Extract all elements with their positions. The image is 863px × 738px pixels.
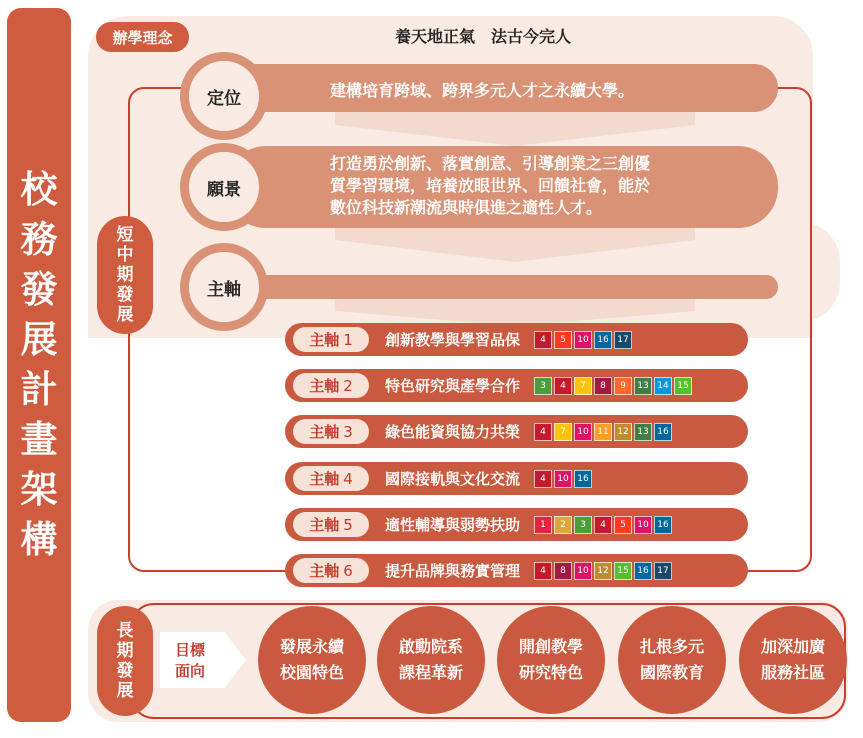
sdg-goal-icon: 4 <box>534 331 552 349</box>
sdg-goal-icon: 8 <box>594 377 612 395</box>
sdg-goal-icon: 12 <box>614 423 632 441</box>
axis-number: 6 <box>343 561 353 580</box>
axis-tag <box>293 373 369 398</box>
short-mid-label <box>97 216 153 334</box>
axis-header-label: 主軸 <box>207 279 241 300</box>
sdg-goal-icon: 5 <box>614 516 632 534</box>
sdg-icons <box>534 562 672 580</box>
goal-line: 服務社區 <box>760 663 825 682</box>
sdg-goal-icon: 13 <box>634 377 652 395</box>
axis-header-band <box>226 275 778 299</box>
axis-label: 適性輔導與弱勢扶助 <box>385 516 521 534</box>
sdg-goal-icon: 4 <box>594 516 612 534</box>
axis-number: 1 <box>343 330 353 349</box>
goal-circle <box>739 606 847 714</box>
sdg-goal-icon: 2 <box>554 516 572 534</box>
sdg-goal-icon: 15 <box>614 562 632 580</box>
sdg-goal-icon: 3 <box>574 516 592 534</box>
axis-row <box>285 369 748 402</box>
vision-circle <box>180 143 268 231</box>
axis-tag <box>293 327 369 352</box>
long-term-label-char: 長 <box>116 621 134 641</box>
long-term-label-char: 展 <box>116 681 134 701</box>
sdg-goal-icon: 13 <box>634 423 652 441</box>
philosophy-motto: 養天地正氣 法古今完人 <box>395 27 572 46</box>
goal-circle <box>258 606 366 714</box>
main-title-char: 校 <box>20 168 58 211</box>
goal-line: 啟動院系 <box>398 637 463 656</box>
direction-text <box>175 640 205 682</box>
sdg-goal-icon: 16 <box>574 470 592 488</box>
sdg-goal-icon: 10 <box>574 331 592 349</box>
goal-line: 加深加廣 <box>760 637 825 656</box>
axis-tag-text: 主軸 <box>309 423 340 441</box>
short-mid-label-char: 展 <box>116 305 134 325</box>
main-title-char: 畫 <box>20 418 58 461</box>
main-title-char: 展 <box>20 318 58 361</box>
sdg-goal-icon: 17 <box>654 562 672 580</box>
sdg-goal-icon: 10 <box>574 562 592 580</box>
axis-row <box>285 462 748 495</box>
goal-line: 發展永續 <box>279 637 344 656</box>
axis-tag-text: 主軸 <box>309 562 340 580</box>
goal-line: 國際教育 <box>639 663 704 682</box>
axis-label: 提升品牌與務實管理 <box>385 562 521 580</box>
goal-circle <box>377 606 485 714</box>
short-mid-label-char: 中 <box>116 245 134 265</box>
sdg-icons <box>534 423 672 441</box>
long-term-label-char: 期 <box>116 641 134 661</box>
goal-circle <box>618 606 726 714</box>
positioning-circle <box>180 52 268 140</box>
axis-label: 國際接軌與文化交流 <box>385 470 521 488</box>
axis-tag-text: 主軸 <box>309 516 340 534</box>
direction-line: 目標 <box>175 641 206 659</box>
axis-tag-text: 主軸 <box>309 470 340 488</box>
short-mid-label-char: 發 <box>116 285 134 305</box>
philosophy-label: 辦學理念 <box>96 22 189 52</box>
sdg-goal-icon: 5 <box>554 331 572 349</box>
main-title <box>7 8 71 722</box>
sdg-goal-icon: 10 <box>634 516 652 534</box>
axis-row <box>285 415 748 448</box>
long-term-label-char: 發 <box>116 661 134 681</box>
goal-line: 研究特色 <box>518 663 583 682</box>
sdg-goal-icon: 4 <box>534 562 552 580</box>
main-title-char: 發 <box>20 268 58 311</box>
axis-tag <box>293 512 369 537</box>
axis-tag <box>293 419 369 444</box>
goal-line: 校園特色 <box>279 663 344 682</box>
goal-circle <box>497 606 605 714</box>
sdg-icons <box>534 377 692 395</box>
goal-line: 開創教學 <box>518 637 583 656</box>
main-title-char: 計 <box>20 368 58 411</box>
axis-label: 創新教學與學習品保 <box>385 331 521 349</box>
axis-number: 5 <box>343 515 353 534</box>
sdg-goal-icon: 10 <box>554 470 572 488</box>
direction-line: 面向 <box>175 662 206 680</box>
vision-line: 打造勇於創新、落實創意、引導創業之三創優 <box>330 154 651 173</box>
goal-line: 扎根多元 <box>639 637 704 656</box>
sdg-goal-icon: 4 <box>534 423 552 441</box>
sdg-goal-icon: 12 <box>594 562 612 580</box>
main-title-char: 架 <box>20 468 58 511</box>
sdg-icons <box>534 470 592 488</box>
sdg-goal-icon: 4 <box>534 470 552 488</box>
sdg-goal-icon: 7 <box>574 377 592 395</box>
sdg-goal-icon: 14 <box>654 377 672 395</box>
short-mid-label-char: 短 <box>116 225 134 245</box>
sdg-goal-icon: 1 <box>534 516 552 534</box>
sdg-goal-icon: 3 <box>534 377 552 395</box>
axis-number: 4 <box>343 469 353 488</box>
sdg-goal-icon: 16 <box>594 331 612 349</box>
sdg-goal-icon: 4 <box>554 377 572 395</box>
axis-label: 綠色能資與協力共榮 <box>385 423 521 441</box>
axis-tag <box>293 466 369 491</box>
axis-tag <box>293 558 369 583</box>
axis-number: 3 <box>343 422 353 441</box>
axis-label: 特色研究與產學合作 <box>385 377 521 395</box>
positioning-text: 建構培育跨域、跨界多元人才之永續大學。 <box>330 81 635 100</box>
sdg-goal-icon: 16 <box>634 562 652 580</box>
axis-header-circle <box>180 243 268 331</box>
goal-line: 課程革新 <box>398 663 463 682</box>
axis-number: 2 <box>343 376 353 395</box>
sdg-goal-icon: 16 <box>654 423 672 441</box>
axis-tag-text: 主軸 <box>309 377 340 395</box>
sdg-goal-icon: 16 <box>654 516 672 534</box>
axis-row <box>285 508 748 541</box>
axis-tag-text: 主軸 <box>309 331 340 349</box>
sdg-goal-icon: 15 <box>674 377 692 395</box>
main-title-char: 務 <box>20 218 58 261</box>
main-title-char: 構 <box>20 518 58 561</box>
sdg-icons <box>534 516 672 534</box>
sdg-goal-icon: 11 <box>594 423 612 441</box>
sdg-icons <box>534 331 632 349</box>
axis-row <box>285 323 748 356</box>
sdg-goal-icon: 17 <box>614 331 632 349</box>
sdg-goal-icon: 7 <box>554 423 572 441</box>
short-mid-label-char: 期 <box>116 265 134 285</box>
sdg-goal-icon: 9 <box>614 377 632 395</box>
sdg-goal-icon: 10 <box>574 423 592 441</box>
vision-line: 數位科技新潮流與時俱進之適性人才。 <box>330 198 603 217</box>
positioning-label: 定位 <box>207 88 241 109</box>
vision-text <box>330 153 650 219</box>
long-term-label <box>97 606 153 716</box>
vision-label: 願景 <box>207 179 241 200</box>
sdg-goal-icon: 8 <box>554 562 572 580</box>
axis-row <box>285 554 748 587</box>
vision-line: 質學習環境，培養放眼世界、回饋社會，能於 <box>330 176 651 195</box>
